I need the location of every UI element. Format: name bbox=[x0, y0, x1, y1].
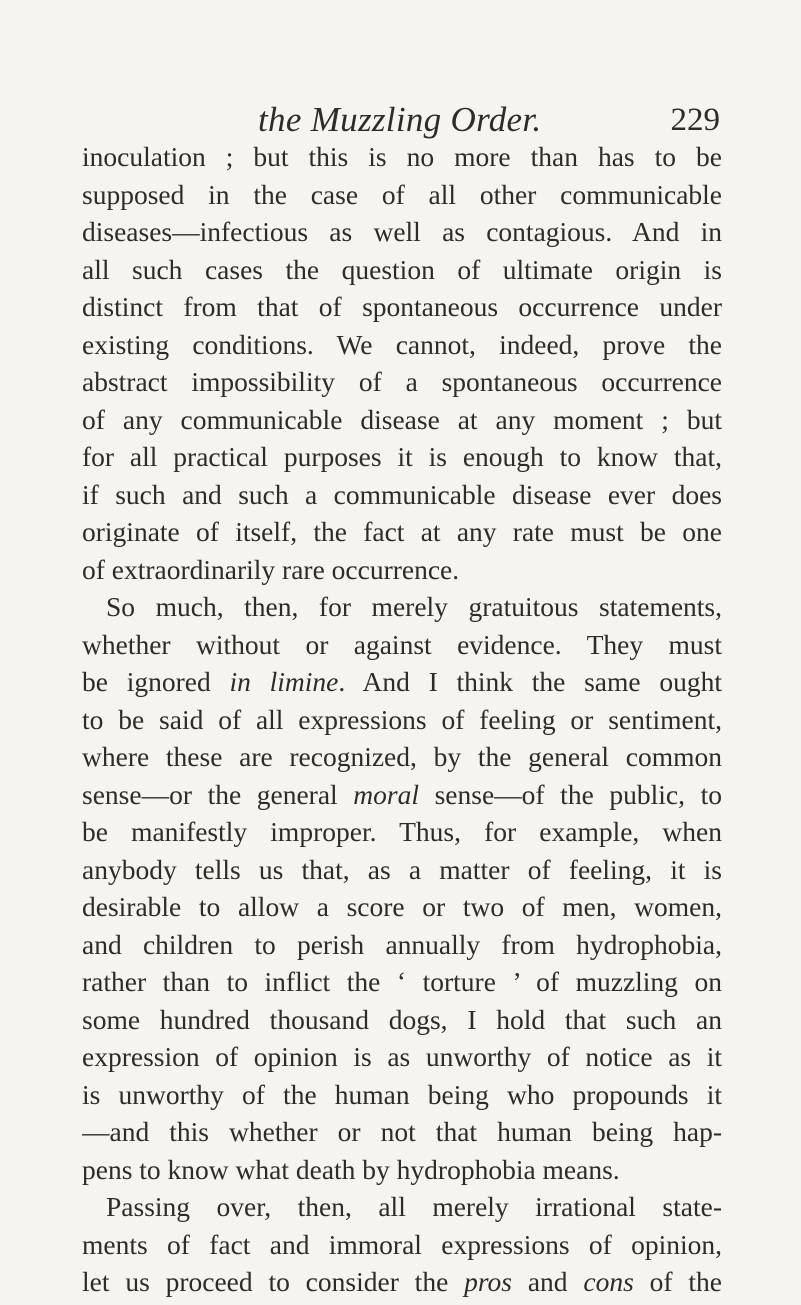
text-line: is unworthy of the human being who propounds it bbox=[82, 1078, 722, 1110]
text-line: be manifestly improper. Thus, for example, when bbox=[82, 816, 722, 847]
text-line: desirable to allow a score or two of men, women, bbox=[82, 891, 722, 922]
italic-phrase: in limine bbox=[229, 666, 339, 697]
running-head bbox=[90, 98, 720, 142]
text-line: distinct from that of spontaneous occurrence under bbox=[82, 291, 722, 322]
text-line: ments of fact and immoral expressions of opinion, bbox=[82, 1228, 722, 1260]
text-line: supposed in the case of all other communicable bbox=[82, 178, 722, 210]
text-line: all such cases the question of ultimate origin is bbox=[82, 253, 722, 285]
text-line: inoculation ; but this is no more than has to be bbox=[82, 141, 722, 172]
text-line: anybody tells us that, as a matter of feeling, it is bbox=[82, 853, 722, 885]
text-line: some hundred thousand dogs, I hold that such an bbox=[82, 1003, 722, 1035]
text-line: let us proceed to consider the pros and cons of the bbox=[82, 1266, 722, 1297]
text-line: to be said of all expressions of feeling or sentiment, bbox=[82, 703, 722, 735]
text-line: rather than to inflict the ‘ torture ’ of muzzling on bbox=[82, 966, 722, 997]
text-line: existing conditions. We cannot, indeed, prove the bbox=[82, 328, 722, 360]
text-line: expression of opinion is as unworthy of notice as it bbox=[82, 1041, 722, 1072]
italic-phrase: moral bbox=[353, 778, 419, 810]
text-line: —and this whether or not that human being hap- bbox=[82, 1116, 722, 1147]
text-line: sense—or the general moral sense—of the public, to bbox=[82, 778, 722, 810]
text-line: diseases—infectious as well as contagious. And in bbox=[82, 216, 722, 247]
text-line: originate of itself, the fact at any rate must be one bbox=[82, 516, 722, 547]
paragraph-end-line: of extraordinarily rare occurrence. bbox=[82, 553, 460, 585]
text-line: and children to perish annually from hydrophobia, bbox=[82, 928, 722, 960]
text-line: of any communicable disease at any moment ; but bbox=[82, 403, 722, 435]
running-title: the Muzzling Order. bbox=[258, 100, 542, 139]
text-line: for all practical purposes it is enough to know that, bbox=[82, 441, 722, 472]
paragraph-end-line: pens to know what death by hydrophobia means. bbox=[82, 1153, 620, 1185]
text-line: abstract impossibility of a spontaneous occurrence bbox=[82, 366, 722, 397]
body-text bbox=[82, 138, 722, 1301]
text-line: whether without or against evidence. They must bbox=[82, 628, 722, 660]
italic-phrase: cons bbox=[583, 1266, 634, 1297]
text-line: if such and such a communicable disease ever does bbox=[82, 478, 722, 510]
page-number: 229 bbox=[670, 102, 720, 138]
text-line: where these are recognized, by the general common bbox=[82, 741, 722, 772]
paragraph-start-line: So much, then, for merely gratuitous statements, bbox=[106, 591, 722, 622]
italic-phrase: pros bbox=[464, 1266, 512, 1297]
text-line: be ignored in limine. And I think the same ought bbox=[82, 666, 722, 697]
paragraph-start-line: Passing over, then, all merely irrational state- bbox=[106, 1191, 722, 1222]
